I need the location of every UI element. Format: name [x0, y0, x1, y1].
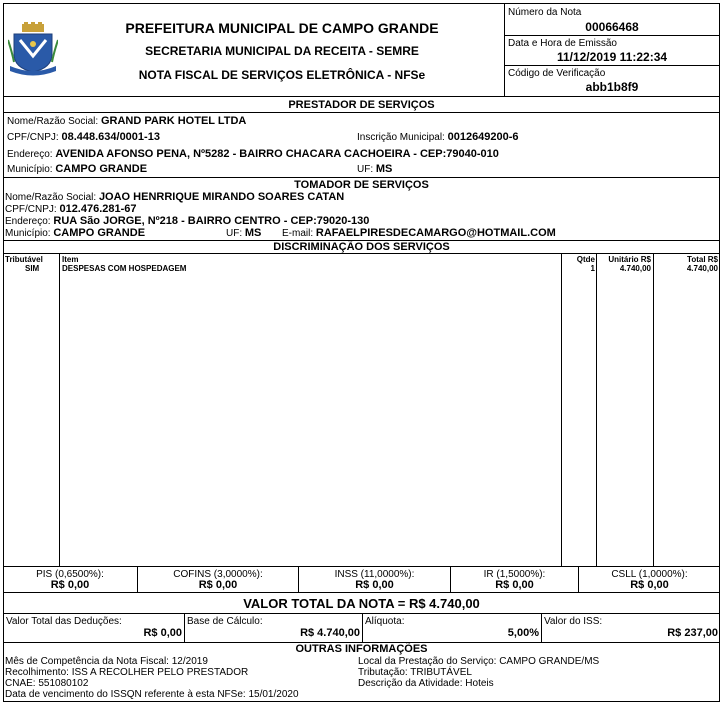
prestador-uf-row [357, 163, 392, 175]
pis-label: PIS (0,6500%): [36, 569, 104, 580]
servicos-header-qtde: Qtde [576, 255, 595, 264]
data-emissao-value: 11/12/2019 11:22:34 [556, 50, 668, 64]
servico-total: 4.740,00 [686, 264, 718, 273]
header-title-secretaria: SECRETARIA MUNICIPAL DA RECEITA - SEMRE [145, 44, 419, 58]
meta-line-1 [504, 35, 720, 36]
tomador-cpf-row [5, 203, 137, 215]
cofins-label: COFINS (3,0000%): [173, 569, 263, 580]
city-coat-of-arms-logo [8, 22, 58, 78]
servicos-col-line-3 [596, 253, 597, 566]
tomador-uf-value: MS [244, 227, 262, 239]
servicos-header-total: Total R$ [687, 255, 718, 264]
servico-qtde: 1 [590, 264, 595, 273]
header-title-nfse: NOTA FISCAL DE SERVIÇOS ELETRÔNICA - NFSe [138, 68, 426, 82]
tomador-nome-label: Nome/Razão Social: [5, 192, 97, 203]
deducoes-label: Valor Total das Deduções: [6, 616, 122, 627]
tributos-bottom-line [3, 592, 720, 593]
tomador-email-value: RAFAELPIRESDECAMARGO@HOTMAIL.COM [315, 227, 556, 239]
inss-value: R$ 0,00 [355, 579, 394, 591]
aliquota-value: 5,00% [507, 627, 539, 639]
servicos-bottom-line [3, 566, 720, 567]
prestador-uf-value: MS [375, 163, 393, 175]
tomador-email-label: E-mail: [282, 228, 314, 239]
outras-left-1: Mês de Competência da Nota Fiscal: 12/2019 [5, 656, 208, 667]
tomador-cpf-label: CPF/CNPJ: [5, 204, 57, 215]
aliquota-label: Alíquota: [365, 616, 405, 627]
prestador-cnpj-value: 08.448.634/0001-13 [61, 131, 160, 143]
data-emissao-label: Data e Hora de Emissão [508, 38, 617, 49]
outras-right-1: Local da Prestação do Serviço: CAMPO GRANDE/MS [358, 656, 600, 667]
prestador-title-line [3, 112, 720, 113]
valor-iss-label: Valor do ISS: [544, 616, 603, 627]
prestador-endereco-label: Endereço: [7, 149, 53, 160]
valor-total-nota: VALOR TOTAL DA NOTA = R$ 4.740,00 [243, 596, 480, 611]
ir-value: R$ 0,00 [495, 579, 534, 591]
prestador-municipio-value: CAMPO GRANDE [55, 163, 148, 175]
prestador-endereco-value: AVENIDA AFONSO PENA, Nº5282 - BAIRRO CHACARA CACHOEIRA - CEP:79040-010 [55, 148, 499, 160]
prestador-municipio-label: Município: [7, 164, 53, 175]
tomador-nome-row [5, 191, 344, 203]
codigo-verificacao-value: abb1b8f9 [585, 80, 639, 94]
tomador-title: TOMADOR DE SERVIÇOS [294, 179, 429, 191]
servicos-header-tributavel: Tributável [5, 255, 43, 264]
prestador-nome-row [7, 115, 246, 127]
outras-right-2: Tributação: TRIBUTÁVEL [358, 667, 472, 678]
numero-nota-label: Número da Nota [508, 7, 582, 18]
servico-tributavel: SIM [25, 264, 40, 273]
outras-right-3: Descrição da Atividade: Hoteis [358, 678, 494, 689]
meta-line-2 [504, 65, 720, 66]
csll-value: R$ 0,00 [630, 579, 669, 591]
servicos-header-unitario: Unitário R$ [608, 255, 651, 264]
csll-label: CSLL (1,0000%): [611, 569, 688, 580]
tomador-uf-row [226, 227, 261, 239]
tomador-municipio-value: CAMPO GRANDE [53, 227, 146, 239]
base-calculo-label: Base de Cálculo: [187, 616, 263, 627]
codigo-verificacao-label: Código de Verificação [508, 68, 606, 79]
prestador-nome-label: Nome/Razão Social: [7, 116, 99, 127]
pis-value: R$ 0,00 [50, 579, 90, 591]
tomador-cpf-value: 012.476.281-67 [59, 203, 137, 215]
tomador-endereco-row [5, 215, 369, 227]
prestador-im-value: 0012649200-6 [447, 131, 519, 143]
cofins-value: R$ 0,00 [198, 579, 238, 591]
servico-item: DESPESAS COM HOSPEDAGEM [62, 264, 187, 273]
tomador-endereco-label: Endereço: [5, 216, 51, 227]
outras-left-2: Recolhimento: ISS A RECOLHER PELO PRESTADOR [5, 667, 249, 678]
servicos-title-line [3, 253, 720, 254]
outras-left-4: Data de vencimento do ISSQN referente à esta NFSe: 15/01/2020 [5, 689, 299, 700]
servicos-col-line-1 [59, 253, 60, 566]
numero-nota-value: 00066468 [585, 20, 639, 34]
prestador-cnpj-row [7, 131, 160, 143]
tomador-municipio-label: Município: [5, 228, 51, 239]
tomador-nome-value: JOAO HENRRIQUE MIRANDO SOARES CATAN [98, 191, 345, 203]
valor-iss-value: R$ 237,00 [667, 627, 718, 639]
prestador-cnpj-label: CPF/CNPJ: [7, 132, 59, 143]
header-title-prefeitura: PREFEITURA MUNICIPAL DE CAMPO GRANDE [125, 20, 439, 36]
prestador-im-label: Inscrição Municipal: [357, 132, 445, 143]
prestador-endereco-row [7, 148, 499, 160]
servicos-col-line-4 [653, 253, 654, 566]
prestador-municipio-row [7, 163, 147, 175]
servicos-col-line-2 [561, 253, 562, 566]
tomador-uf-label: UF: [226, 228, 243, 239]
deducoes-value: R$ 0,00 [143, 627, 182, 639]
ir-label: IR (1,5000%): [483, 569, 546, 580]
prestador-nome-value: GRAND PARK HOTEL LTDA [100, 115, 247, 127]
prestador-im-row [357, 131, 519, 143]
outras-left-3: CNAE: 551080102 [5, 678, 89, 689]
tomador-municipio-row [5, 227, 145, 239]
prestador-uf-label: UF: [357, 164, 374, 175]
inss-label: INSS (11,0000%): [334, 569, 415, 580]
tomador-email-row [282, 227, 556, 239]
servico-unitario: 4.740,00 [619, 264, 651, 273]
outras-informacoes-title: OUTRAS INFORMAÇÕES [295, 643, 428, 655]
prestador-bottom-line [3, 177, 720, 178]
header-bottom-line [3, 96, 720, 97]
base-calculo-value: R$ 4.740,00 [300, 627, 360, 639]
tomador-endereco-value: RUA São JORGE, Nº218 - BAIRRO CENTRO - CEP:79020-130 [53, 215, 370, 227]
servicos-header-item: Item [62, 255, 79, 264]
servicos-title: DISCRIMINAÇÃO DOS SERVIÇOS [273, 241, 450, 253]
prestador-title: PRESTADOR DE SERVIÇOS [288, 99, 435, 111]
